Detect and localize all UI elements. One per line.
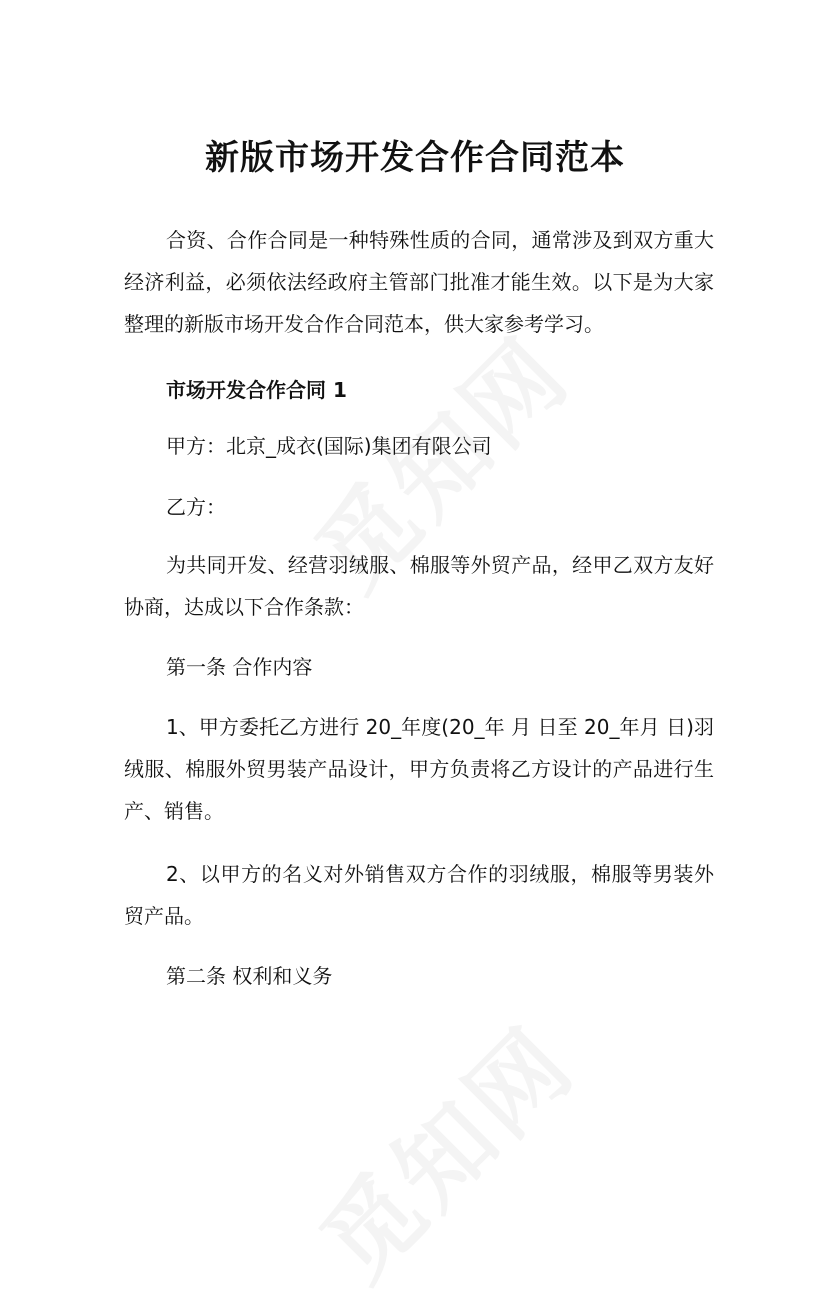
watermark — [286, 992, 599, 1305]
party-a: 甲方：北京_成衣(国际)集团有限公司 — [166, 434, 492, 458]
party-b: 乙方： — [166, 495, 226, 519]
section-heading: 市场开发合作合同 1 — [166, 378, 347, 402]
purpose-paragraph: 为共同开发、经营羽绒服、棉服等外贸产品，经甲乙双方友好协商，达成以下合作条款： — [124, 553, 714, 619]
clause-1: 1、甲方委托乙方进行 20_年度(20_年 月 日至 20_年月 日)羽绒服、棉服外贸男装产品设计，甲方负责将乙方设计的产品进行生产、销售。 — [124, 715, 714, 823]
document-title: 新版市场开发合作合同范本 — [205, 137, 625, 178]
article-2-heading: 第二条 权利和义务 — [166, 964, 333, 988]
clause-2: 2、以甲方的名义对外销售双方合作的羽绒服，棉服等男装外贸产品。 — [124, 862, 714, 928]
article-1-heading: 第一条 合作内容 — [166, 655, 313, 679]
intro-paragraph: 合资、合作合同是一种特殊性质的合同，通常涉及到双方重大经济利益，必须依法经政府主管部门批准才能生效。以下是为大家整理的新版市场开发合作合同范本，供大家参考学习。 — [124, 228, 714, 336]
